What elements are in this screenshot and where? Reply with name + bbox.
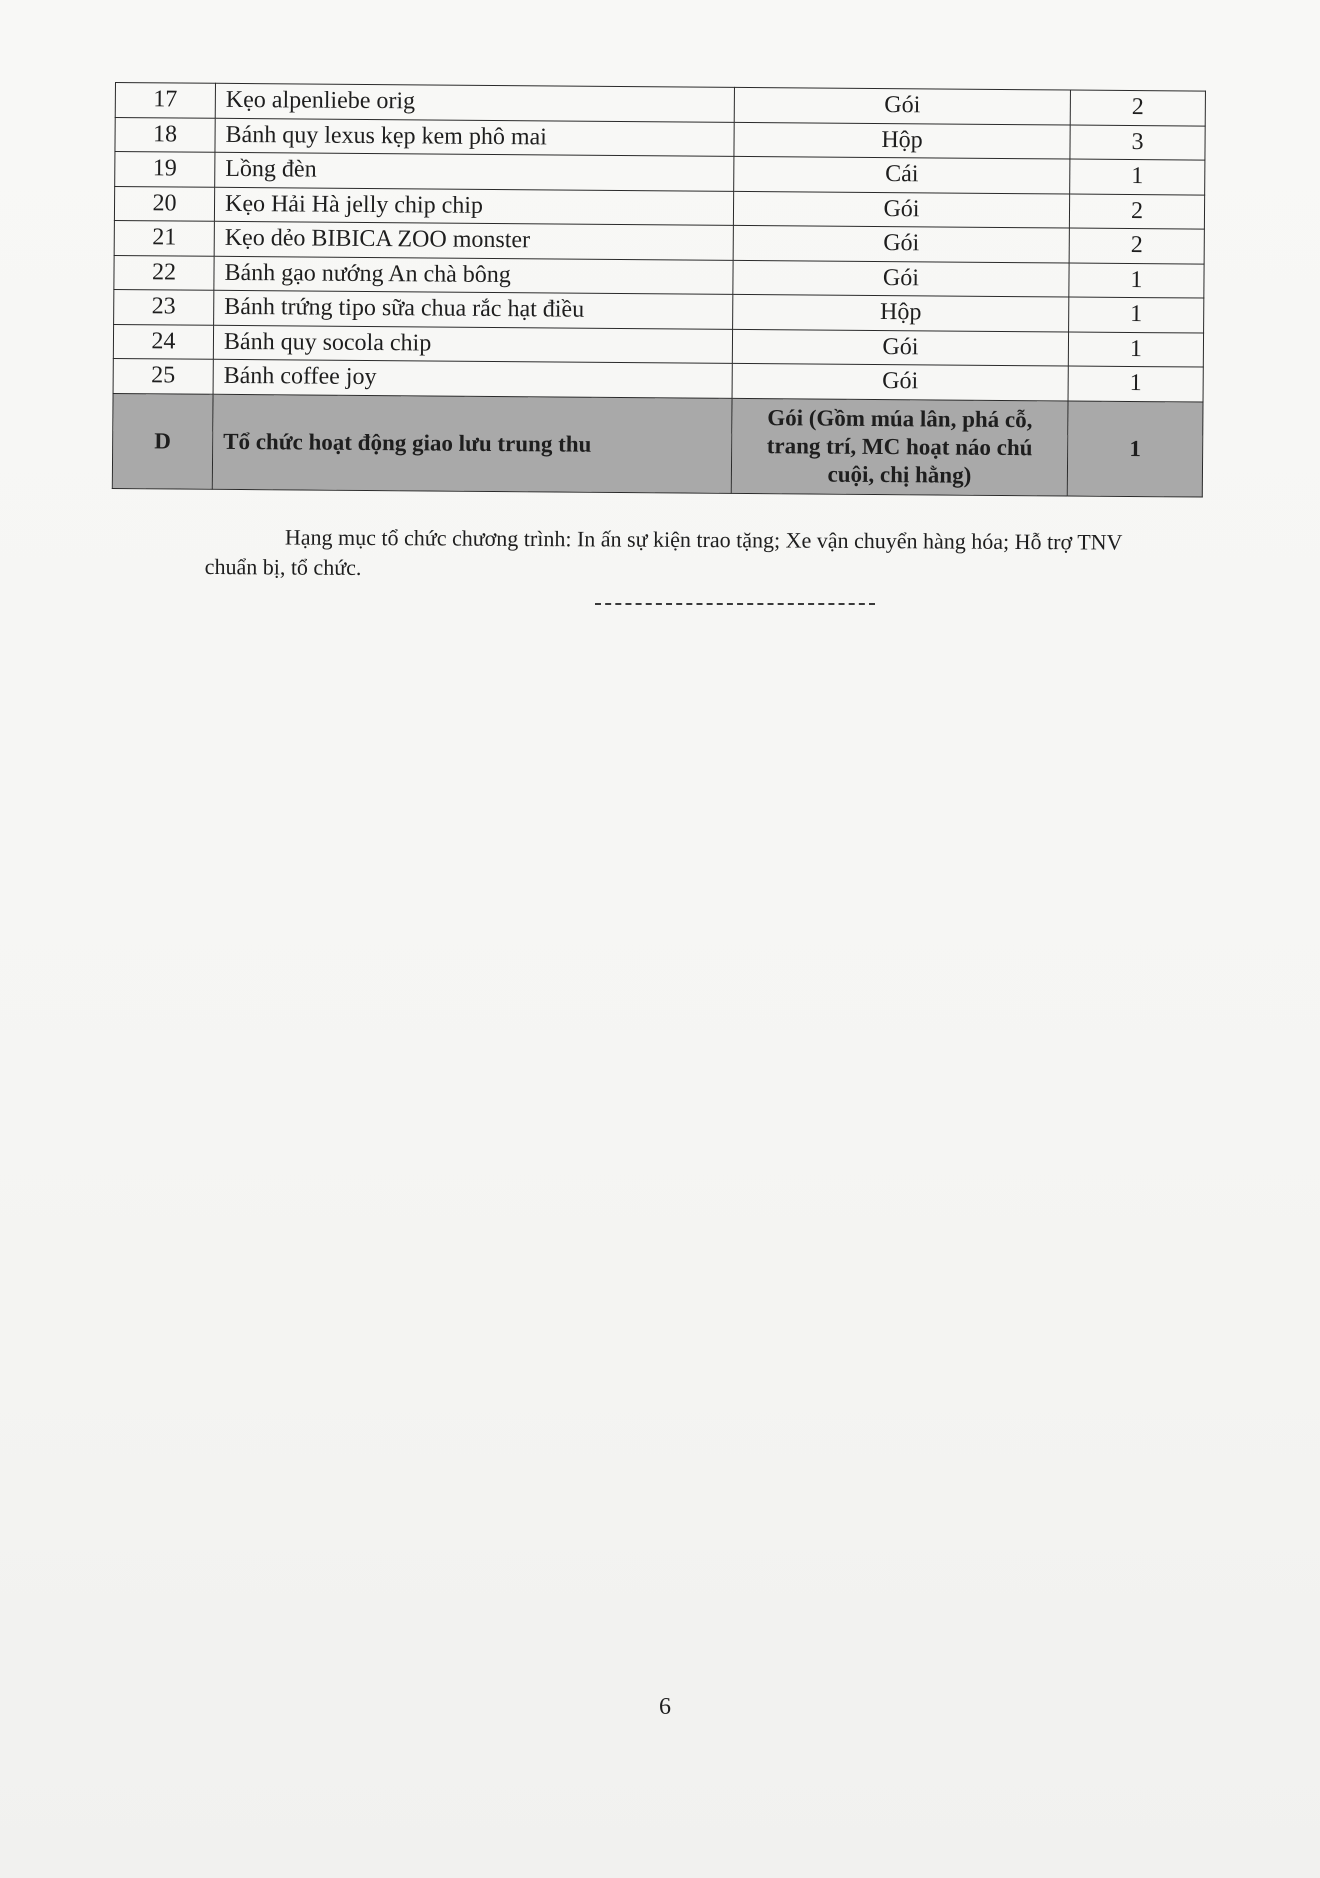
item-quantity: 2 <box>1069 194 1204 230</box>
row-number: 25 <box>113 358 213 393</box>
item-unit: Hộp <box>733 294 1069 331</box>
item-unit: Gói <box>733 225 1069 262</box>
item-unit: Cái <box>734 156 1070 193</box>
item-quantity: 2 <box>1070 90 1205 126</box>
section-quantity: 1 <box>1067 400 1203 496</box>
item-name: Lồng đèn <box>215 152 734 191</box>
item-unit: Gói <box>732 363 1068 400</box>
section-code: D <box>112 393 213 489</box>
item-name: Bánh quy lexus kẹp kem phô mai <box>215 118 734 157</box>
item-unit: Gói <box>733 191 1069 228</box>
item-name: Bánh quy socola chip <box>213 325 732 364</box>
row-number: 22 <box>114 255 214 290</box>
section-unit: Gói (Gồm múa lân, phá cỗ, trang trí, MC hoạt náo chú cuội, chị hằng) <box>731 398 1068 496</box>
item-name: Bánh gạo nướng An chà bông <box>214 256 733 295</box>
item-quantity: 1 <box>1070 159 1205 195</box>
item-unit: Gói <box>732 329 1068 366</box>
section-name: Tổ chức hoạt động giao lưu trung thu <box>212 394 732 493</box>
program-note: Hạng mục tổ chức chương trình: In ấn sự kiện trao tặng; Xe vận chuyển hàng hóa; Hỗ trợ TNV chuẩn bị, tổ chức. <box>204 524 1123 580</box>
row-number: 21 <box>114 220 214 255</box>
item-quantity: 1 <box>1069 262 1204 298</box>
items-table <box>112 82 1206 497</box>
row-number: 24 <box>113 324 213 359</box>
section-total-row <box>112 393 1203 497</box>
item-quantity: 2 <box>1069 228 1204 264</box>
item-quantity: 1 <box>1068 366 1203 402</box>
end-divider <box>595 603 875 605</box>
item-quantity: 1 <box>1069 297 1204 333</box>
items-table-wrapper <box>112 82 1205 497</box>
row-number: 18 <box>115 117 215 152</box>
item-unit: Gói <box>733 260 1069 297</box>
item-name: Bánh coffee joy <box>213 359 732 398</box>
item-unit: Hộp <box>734 122 1070 159</box>
item-quantity: 3 <box>1070 125 1205 161</box>
item-name: Kẹo Hải Hà jelly chip chip <box>214 187 733 226</box>
item-unit: Gói <box>734 87 1070 124</box>
row-number: 23 <box>114 289 214 324</box>
row-number: 17 <box>115 83 215 118</box>
item-name: Kẹo dẻo BIBICA ZOO monster <box>214 221 733 260</box>
row-number: 19 <box>115 152 215 187</box>
row-number: 20 <box>114 186 214 221</box>
item-quantity: 1 <box>1068 331 1203 367</box>
item-name: Kẹo alpenliebe orig <box>215 83 734 122</box>
page-number: 6 <box>659 1694 671 1720</box>
item-name: Bánh trứng tipo sữa chua rắc hạt điều <box>214 290 733 329</box>
